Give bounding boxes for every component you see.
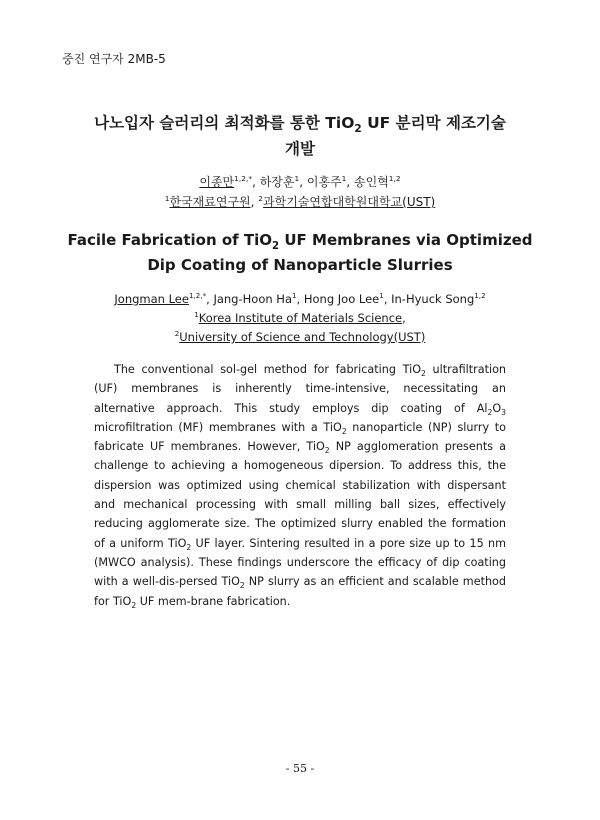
presenting-author: 이종만 [199,175,235,189]
english-affiliation-2: $^2$University of Science and Technology(UST) [174,329,426,344]
english-authors [40,290,560,347]
korean-authors [40,172,560,212]
page-number: - 55 - [285,762,315,775]
presenting-author-en: Jongman Lee [114,292,189,306]
english-title: Facile Fabrication of TiO$_2$ UF Membranes via Optimized Dip Coating of Nanoparticle Slurries [67,231,533,274]
korean-affiliations: $^1$한국재료연구원, $^2$과학기술연합대학원대학교(UST) [164,194,436,209]
abstract-paragraph: The conventional sol-gel method for fabricating TiO$_2$ ultrafiltration (UF) membranes is inherently time-intensive, necessitating an alternative approach. This study employs dip coating of $Al_2O_3$ microfiltration (MF) membranes with a TiO$_2$ nanoparticle (NP) slurry to fabricate UF membranes. However, TiO$_2$ NP agglomeration presents a challenge to achieving a homogeneous dipersion. To address this, the dispersion was optimized using chemical stabilization with dispersant and mechanical processing with small milling ball sizes, effectively reducing agglomerate size. The optimized slurry enabled the formation of a uniform TiO$_2$ UF layer. Sintering resulted in a pore size up to 15 nm (MWCO analysis). These findings underscore the efficacy of dip coating with a well-dis-persed TiO$_2$ NP slurry as an efficient and scalable method for TiO$_2$ UF mem-brane fabrication. [94,363,507,610]
english-author-list: Jongman Lee$^{1,2,*}$, Jang-Hoon Ha$^1$, Hong Joo Lee$^1$, In-Hyuck Song$^{1,2}$ [114,291,486,306]
english-affiliation-1: $^1$Korea Institute of Materials Science, [194,310,406,325]
korean-author-list: 이종만$^{1,2,*}$, 하장훈$^1$, 이홍주$^1$, 송인혁$^{1,2}$ [199,174,401,189]
session-label: 중진 연구자 2MB-5 [62,52,166,66]
korean-title: 나노입자 슬러리의 최적화를 통한 TiO$_2$ UF 분리막 제조기술 개발 [94,114,506,158]
